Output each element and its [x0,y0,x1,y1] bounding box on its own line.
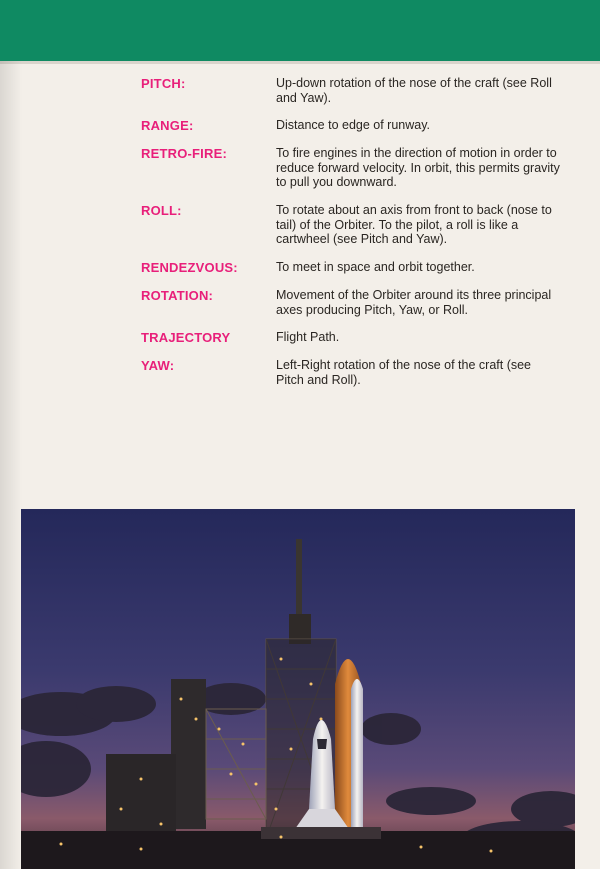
glossary-definition: To rotate about an axis from front to back (nose to tail) of the Orbiter. To the pilot, a roll is like a cartwheel (see Pitch and Yaw). [276,203,552,246]
glossary-definition: Flight Path. [276,330,340,344]
glossary-term: ROTATION: [141,288,214,303]
glossary-term: TRAJECTORY [141,330,231,345]
glossary-term: RANGE: [141,118,194,133]
glossary-definition: Distance to edge of runway. [276,118,431,132]
glossary-term: YAW: [141,358,175,373]
glossary-definition: To fire engines in the direction of motion in order to reduce forward velocity. In orbit, this permits gravity to pull you downward. [276,146,560,189]
header-color-band [0,0,600,64]
space-shuttle-on-launch-pad-illustration [21,509,575,869]
glossary-definition: To meet in space and orbit together. [276,260,475,274]
glossary-definition: Movement of the Orbiter around its three principal axes producing Pitch, Yaw, or Roll. [276,288,552,317]
glossary-term: RETRO-FIRE: [141,146,227,161]
page-gutter-shadow [0,61,22,869]
glossary-term: PITCH: [141,76,186,91]
glossary-term: ROLL: [141,203,182,218]
glossary-definition: Up-down rotation of the nose of the craft (see Roll and Yaw). [276,76,552,105]
glossary-term: RENDEZVOUS: [141,260,238,275]
glossary-definition: Left-Right rotation of the nose of the craft (see Pitch and Roll). [276,358,532,387]
launch-pad-photo [21,509,575,869]
